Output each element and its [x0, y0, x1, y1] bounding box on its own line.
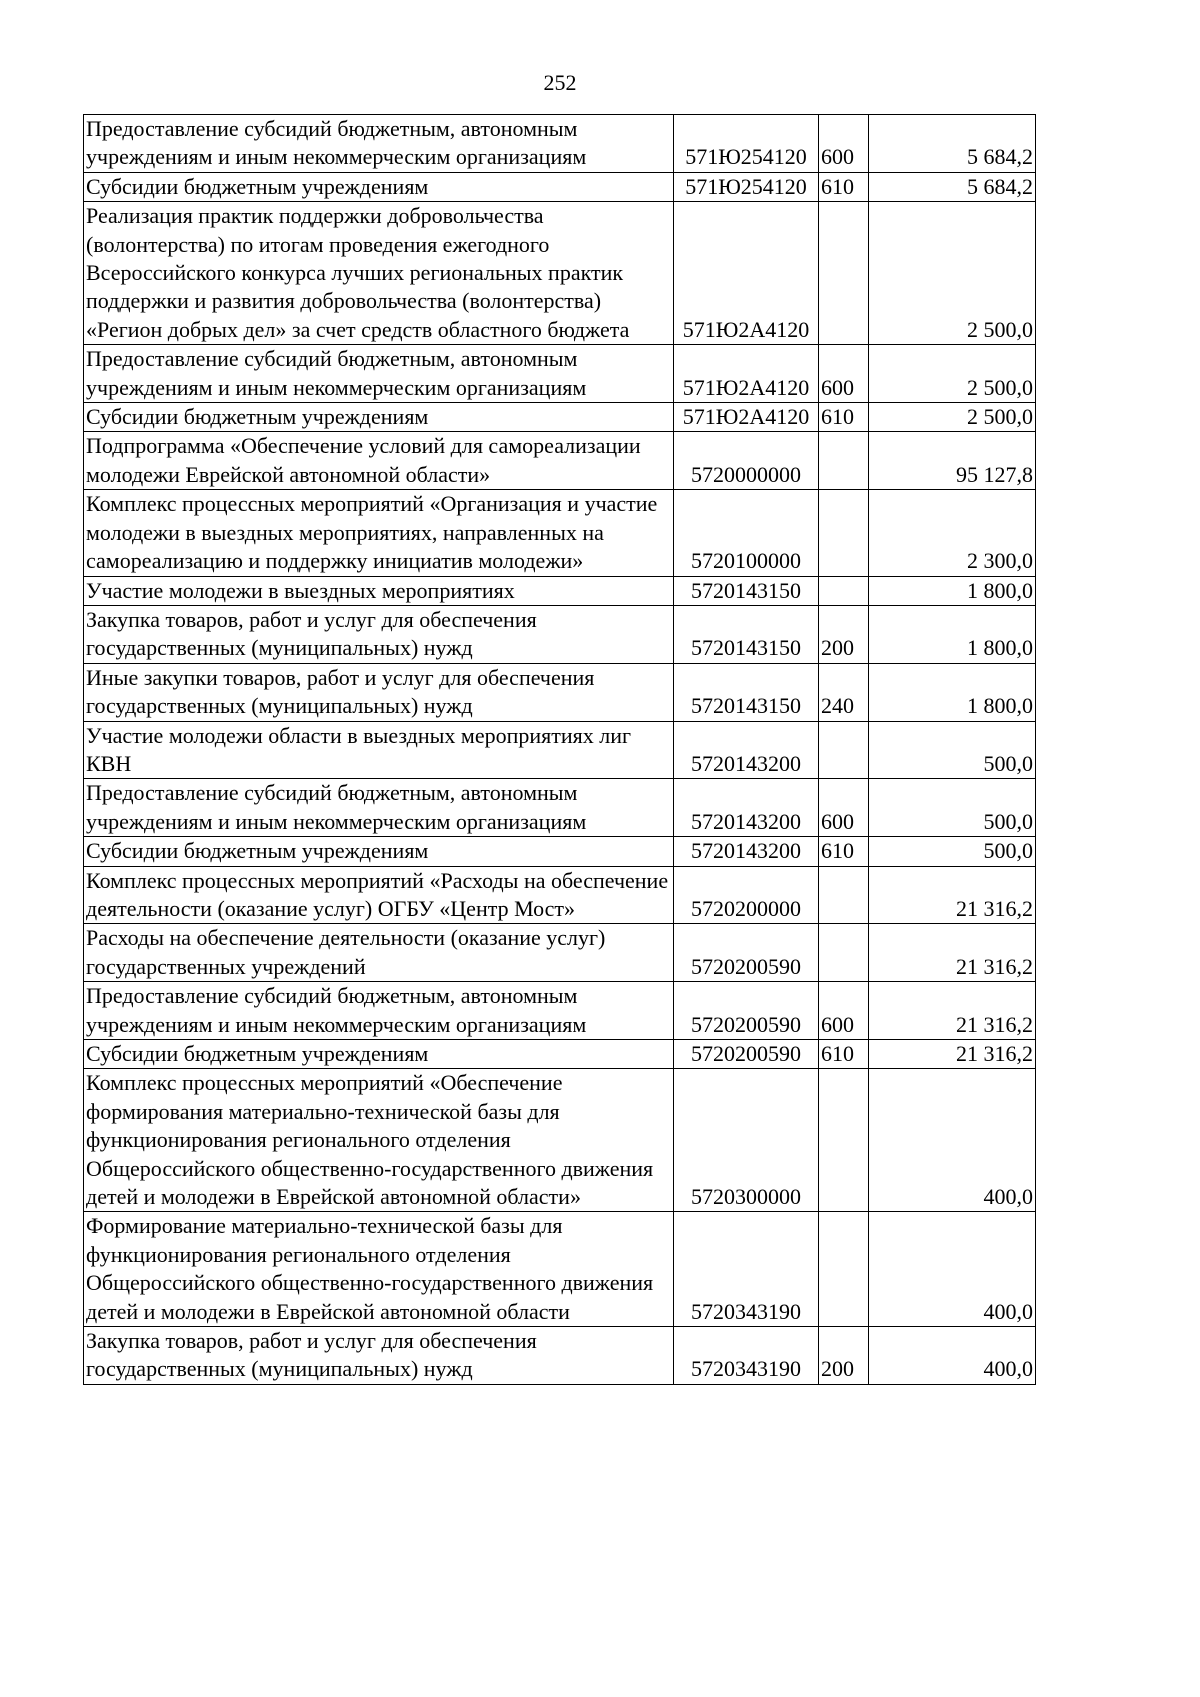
row-name: Формирование материально-технической базы для функционирования регионального отделения Общероссийского общественно-государственного движения детей и молодежи в Еврейской автономной области — [84, 1212, 674, 1327]
row-code: 571Ю2А4120 — [674, 345, 819, 403]
table-row — [84, 837, 1036, 866]
table-row — [84, 432, 1036, 490]
row-expense-type: 240 — [819, 663, 869, 721]
row-code: 571Ю254120 — [674, 172, 819, 201]
row-code: 5720200000 — [674, 866, 819, 924]
table-row — [84, 663, 1036, 721]
table-row — [84, 605, 1036, 663]
row-name: Предоставление субсидий бюджетным, автономным учреждениям и иным некоммерческим организациям — [84, 779, 674, 837]
row-name: Расходы на обеспечение деятельности (оказание услуг) государственных учреждений — [84, 924, 674, 982]
row-code: 5720343190 — [674, 1212, 819, 1327]
row-amount: 500,0 — [869, 837, 1036, 866]
row-code: 5720200590 — [674, 982, 819, 1040]
row-amount: 400,0 — [869, 1327, 1036, 1385]
row-amount: 21 316,2 — [869, 1040, 1036, 1069]
table-row — [84, 172, 1036, 201]
row-amount: 500,0 — [869, 721, 1036, 779]
row-name: Подпрограмма «Обеспечение условий для самореализации молодежи Еврейской автономной области» — [84, 432, 674, 490]
row-name: Предоставление субсидий бюджетным, автономным учреждениям и иным некоммерческим организациям — [84, 982, 674, 1040]
row-name: Предоставление субсидий бюджетным, автономным учреждениям и иным некоммерческим организациям — [84, 115, 674, 173]
row-expense-type: 200 — [819, 605, 869, 663]
table-row — [84, 403, 1036, 432]
row-expense-type: 610 — [819, 403, 869, 432]
row-expense-type: 600 — [819, 115, 869, 173]
row-expense-type — [819, 1212, 869, 1327]
row-name: Участие молодежи области в выездных мероприятиях лиг КВН — [84, 721, 674, 779]
row-code: 5720200590 — [674, 1040, 819, 1069]
row-code: 5720143200 — [674, 721, 819, 779]
row-code: 5720000000 — [674, 432, 819, 490]
row-amount: 21 316,2 — [869, 982, 1036, 1040]
row-name: Закупка товаров, работ и услуг для обеспечения государственных (муниципальных) нужд — [84, 605, 674, 663]
table-row — [84, 490, 1036, 576]
row-code: 571Ю2А4120 — [674, 403, 819, 432]
table-row — [84, 202, 1036, 345]
table-row — [84, 924, 1036, 982]
row-expense-type — [819, 721, 869, 779]
row-code: 571Ю254120 — [674, 115, 819, 173]
row-amount: 400,0 — [869, 1069, 1036, 1212]
row-amount: 5 684,2 — [869, 115, 1036, 173]
row-name: Закупка товаров, работ и услуг для обеспечения государственных (муниципальных) нужд — [84, 1327, 674, 1385]
row-code: 5720200590 — [674, 924, 819, 982]
row-expense-type: 200 — [819, 1327, 869, 1385]
row-expense-type — [819, 490, 869, 576]
row-amount: 2 500,0 — [869, 403, 1036, 432]
budget-table-body — [84, 115, 1036, 1385]
row-expense-type — [819, 866, 869, 924]
row-amount: 95 127,8 — [869, 432, 1036, 490]
table-row — [84, 115, 1036, 173]
row-amount: 21 316,2 — [869, 924, 1036, 982]
row-code: 5720143150 — [674, 663, 819, 721]
row-name: Комплекс процессных мероприятий «Обеспечение формирования материально-технической базы для функционирования регионального отделения Общероссийского общественно-государственного движения детей и молодежи в Еврейской автономной области» — [84, 1069, 674, 1212]
table-row — [84, 1327, 1036, 1385]
row-amount: 5 684,2 — [869, 172, 1036, 201]
table-row — [84, 576, 1036, 605]
budget-table — [83, 114, 1036, 1385]
row-name: Субсидии бюджетным учреждениям — [84, 1040, 674, 1069]
table-row — [84, 866, 1036, 924]
row-amount: 2 300,0 — [869, 490, 1036, 576]
row-amount: 2 500,0 — [869, 345, 1036, 403]
row-expense-type: 600 — [819, 779, 869, 837]
row-name: Комплекс процессных мероприятий «Расходы на обеспечение деятельности (оказание услуг) ОГБУ «Центр Мост» — [84, 866, 674, 924]
row-expense-type: 610 — [819, 172, 869, 201]
row-name: Иные закупки товаров, работ и услуг для обеспечения государственных (муниципальных) нужд — [84, 663, 674, 721]
row-expense-type: 600 — [819, 345, 869, 403]
row-expense-type — [819, 202, 869, 345]
row-expense-type — [819, 576, 869, 605]
row-code: 5720143150 — [674, 576, 819, 605]
row-amount: 1 800,0 — [869, 605, 1036, 663]
table-row — [84, 1069, 1036, 1212]
row-code: 5720143150 — [674, 605, 819, 663]
row-code: 5720143200 — [674, 837, 819, 866]
row-name: Реализация практик поддержки добровольчества (волонтерства) по итогам проведения ежегодного Всероссийского конкурса лучших региональных практик поддержки и развития добровольчества (волонтерства) «Регион добрых дел» за счет средств областного бюджета — [84, 202, 674, 345]
row-amount: 21 316,2 — [869, 866, 1036, 924]
row-expense-type: 610 — [819, 837, 869, 866]
table-row — [84, 1212, 1036, 1327]
row-name: Комплекс процессных мероприятий «Организация и участие молодежи в выездных мероприятиях, направленных на самореализацию и поддержку инициатив молодежи» — [84, 490, 674, 576]
row-code: 5720343190 — [674, 1327, 819, 1385]
row-expense-type — [819, 1069, 869, 1212]
row-expense-type — [819, 924, 869, 982]
row-amount: 2 500,0 — [869, 202, 1036, 345]
row-amount: 1 800,0 — [869, 663, 1036, 721]
page-number: 252 — [543, 70, 577, 95]
table-row — [84, 779, 1036, 837]
table-row — [84, 721, 1036, 779]
row-name: Субсидии бюджетным учреждениям — [84, 172, 674, 201]
row-amount: 400,0 — [869, 1212, 1036, 1327]
row-expense-type — [819, 432, 869, 490]
table-row — [84, 1040, 1036, 1069]
table-row — [84, 345, 1036, 403]
row-amount: 500,0 — [869, 779, 1036, 837]
table-row — [84, 982, 1036, 1040]
row-name: Предоставление субсидий бюджетным, автономным учреждениям и иным некоммерческим организациям — [84, 345, 674, 403]
row-expense-type: 600 — [819, 982, 869, 1040]
row-code: 571Ю2А4120 — [674, 202, 819, 345]
row-amount: 1 800,0 — [869, 576, 1036, 605]
row-code: 5720100000 — [674, 490, 819, 576]
row-code: 5720300000 — [674, 1069, 819, 1212]
row-code: 5720143200 — [674, 779, 819, 837]
row-expense-type: 610 — [819, 1040, 869, 1069]
row-name: Субсидии бюджетным учреждениям — [84, 403, 674, 432]
row-name: Субсидии бюджетным учреждениям — [84, 837, 674, 866]
row-name: Участие молодежи в выездных мероприятиях — [84, 576, 674, 605]
